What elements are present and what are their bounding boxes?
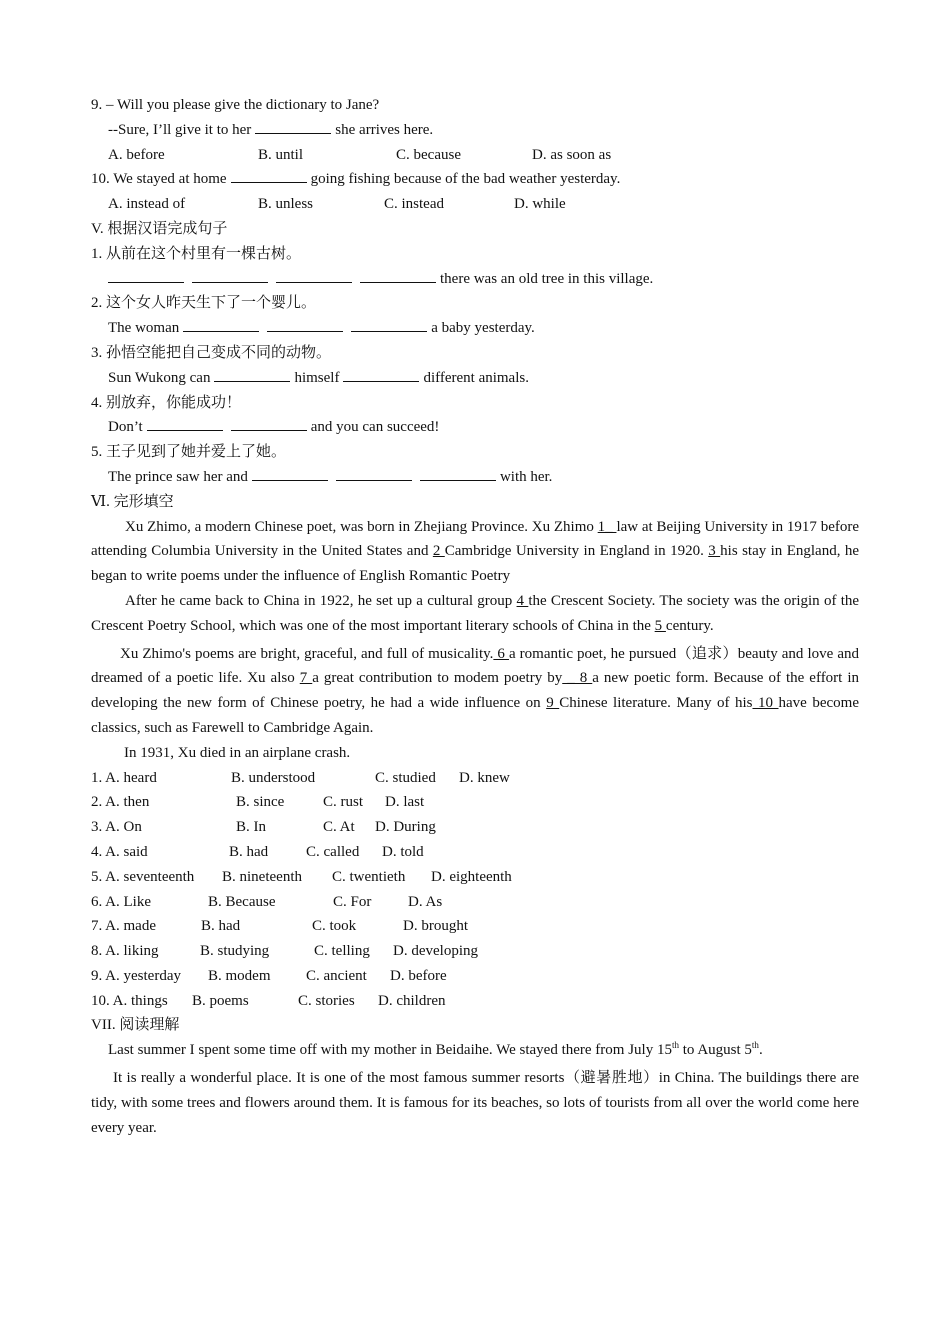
cloze-paragraph-4 xyxy=(91,741,859,766)
option-c: C. At xyxy=(323,819,355,836)
option-b: B. In xyxy=(236,819,266,836)
sec5-item-3-text-c: different animals. xyxy=(423,369,529,386)
answer-blank[interactable] xyxy=(231,416,307,431)
cloze-option-row xyxy=(91,914,859,939)
q9-text-b: she arrives here. xyxy=(335,121,434,138)
option-b: B. unless xyxy=(258,196,314,213)
question-9: 9. – Will you please give the dictionary to Jane? xyxy=(91,97,380,113)
option-a: 5. A. seventeenth xyxy=(91,868,195,885)
reading-p1-text-a: Last summer I spent some time off with my mother in Beidaihe. We stayed there from July 15 xyxy=(108,1042,672,1059)
cloze-blank-6[interactable]: 6 xyxy=(493,645,509,662)
cloze-blank-10[interactable]: 10 xyxy=(752,695,779,712)
answer-blank[interactable] xyxy=(255,119,331,134)
cloze-paragraph-3 xyxy=(91,642,859,741)
option-c: C. telling xyxy=(314,943,370,960)
cloze-option-row xyxy=(91,766,859,791)
sec5-item-1-en xyxy=(91,267,859,292)
option-d: D. last xyxy=(385,794,425,811)
q10-text-b: going fishing because of the bad weather yesterday. xyxy=(310,171,621,188)
sec5-item-4-text-b: and you can succeed! xyxy=(310,419,440,436)
answer-blank[interactable] xyxy=(343,367,419,382)
option-d: D. eighteenth xyxy=(431,868,512,885)
cloze-option-row xyxy=(91,989,859,1014)
cloze-p1-text-d: his stay in England, he began to write poems under the influence of English Romantic Poetry xyxy=(91,543,860,585)
cloze-p2-text-b: the Crescent Society. The society was the origin of the Crescent Poetry School, which was one of the most important literary schools of China in the xyxy=(91,592,860,634)
cloze-p1-text-b: law at Beijing University in 1917 before attending Columbia University in the United States and xyxy=(91,518,860,560)
option-b: B. modem xyxy=(208,967,271,984)
option-a: 7. A. made xyxy=(91,918,156,935)
cloze-blank-9[interactable]: 9 xyxy=(546,695,560,712)
sec5-item-4-cn: 4. 别放弃，你能成功！ xyxy=(91,394,242,411)
question-9-response xyxy=(91,118,859,143)
option-d: D. before xyxy=(390,967,447,984)
option-c: C. stories xyxy=(298,992,355,1009)
option-b: B. had xyxy=(201,918,241,935)
cloze-blank-8[interactable]: _ 8 xyxy=(562,670,593,687)
option-c: C. rust xyxy=(323,794,364,811)
cloze-option-row xyxy=(91,865,859,890)
option-b: B. had xyxy=(229,843,269,860)
answer-blank[interactable] xyxy=(252,466,328,481)
cloze-p3-text-e: Chinese literature. Many of his xyxy=(559,695,753,712)
cloze-p3-text-a: Xu Zhimo's poems are bright, graceful, and full of musicality. xyxy=(120,645,494,662)
reading-p1-text-b: to August 5 xyxy=(678,1042,752,1059)
option-a: 2. A. then xyxy=(91,794,150,811)
sec5-item-1-cn: 1. 从前在这个村里有一棵古树。 xyxy=(91,245,302,262)
option-d: D. knew xyxy=(459,769,510,786)
cloze-p3-text-f: have become classics, such as Farewell to Cambridge Again. xyxy=(91,695,859,736)
option-a: 3. A. On xyxy=(91,819,142,836)
option-a: 1. A. heard xyxy=(91,769,157,786)
option-c: C. studied xyxy=(375,769,436,786)
option-a: 8. A. liking xyxy=(91,943,159,960)
cloze-p2-text-a: After he came back to China in 1922, he set up a cultural group xyxy=(125,592,513,609)
sec5-item-4-en xyxy=(91,415,859,440)
reading-paragraph-1 xyxy=(91,1038,859,1063)
option-b: B. since xyxy=(236,794,285,811)
cloze-p1-text-c: Cambridge University in England in 1920. xyxy=(444,543,704,560)
option-d: D. while xyxy=(514,196,566,213)
q10-text-a: 10. We stayed at home xyxy=(91,171,227,188)
cloze-p2-text-c: century. xyxy=(665,617,714,634)
cloze-option-row xyxy=(91,890,859,915)
cloze-blank-3[interactable]: 3 xyxy=(708,543,721,560)
sec5-item-2-text-a: The woman xyxy=(108,320,180,337)
sec5-item-3-text-a: Sun Wukong can xyxy=(108,369,211,386)
cloze-p3-text-b: a romantic poet, he pursued（追求）beauty and love and dreamed of a poetic life. Xu also xyxy=(91,645,859,687)
cloze-paragraph-1 xyxy=(91,515,859,589)
cloze-p4-text: In 1931, Xu died in an airplane crash. xyxy=(124,744,351,761)
answer-blank[interactable] xyxy=(192,268,268,283)
answer-blank[interactable] xyxy=(420,466,496,481)
sec5-item-5-text-a: The prince saw her and xyxy=(108,468,248,485)
sec5-item-4-text-a: Don’t xyxy=(108,419,143,436)
answer-blank[interactable] xyxy=(336,466,412,481)
answer-blank[interactable] xyxy=(360,268,436,283)
option-a: 4. A. said xyxy=(91,843,148,860)
sec5-item-5-en xyxy=(91,465,859,490)
answer-blank[interactable] xyxy=(351,317,427,332)
sec5-item-2-en xyxy=(91,316,859,341)
option-d: D. As xyxy=(408,893,443,910)
option-c: C. For xyxy=(333,893,372,910)
sec5-item-3-en xyxy=(91,366,859,391)
question-10-options xyxy=(91,192,859,217)
question-9-options xyxy=(91,143,859,168)
answer-blank[interactable] xyxy=(183,317,259,332)
option-b: B. studying xyxy=(200,943,270,960)
cloze-paragraph-2 xyxy=(91,589,859,639)
cloze-option-row xyxy=(91,964,859,989)
answer-blank[interactable] xyxy=(214,367,290,382)
answer-blank[interactable] xyxy=(147,416,223,431)
cloze-option-row xyxy=(91,840,859,865)
cloze-option-row xyxy=(91,815,859,840)
q9-text-a: --Sure, I’ll give it to her xyxy=(108,121,252,138)
sec5-item-3-text-b: himself xyxy=(294,369,340,386)
option-b: B. until xyxy=(258,146,304,163)
section-6-title: Ⅵ. 完形填空 xyxy=(91,493,174,510)
option-c: C. ancient xyxy=(306,967,367,984)
cloze-p3-text-d: a new poetic form. Because of the effort in developing the new form of Chinese poetry, he had a wide influence on xyxy=(91,670,860,712)
reading-p2-text: It is really a wonderful place. It is one of the most famous summer resorts（避暑胜地）in China. The buildings there are tidy, with some trees and flowers around them. It is famous for its beaches, so lots of tourists from all over the world come here every year. xyxy=(91,1070,859,1136)
answer-blank[interactable] xyxy=(267,317,343,332)
option-c: C. instead xyxy=(384,196,444,213)
sec5-item-2-cn: 2. 这个女人昨天生下了一个婴儿。 xyxy=(91,295,317,312)
cloze-blank-5[interactable]: 5 xyxy=(654,617,666,634)
option-b: B. poems xyxy=(192,992,249,1009)
reading-p1-text-c: . xyxy=(758,1042,763,1059)
option-a: A. instead of xyxy=(108,196,186,213)
section-7-title: VII. 阅读理解 xyxy=(91,1017,180,1034)
option-c: C. called xyxy=(306,843,360,860)
cloze-option-row xyxy=(91,790,859,815)
question-10 xyxy=(91,167,859,192)
option-a: A. before xyxy=(108,146,165,163)
option-c: C. took xyxy=(312,918,357,935)
sec5-item-5-cn: 5. 王子见到了她并爱上了她。 xyxy=(91,444,287,461)
option-d: D. brought xyxy=(403,918,468,935)
option-d: D. told xyxy=(382,843,424,860)
option-a: 10. A. things xyxy=(91,992,168,1009)
answer-blank[interactable] xyxy=(231,168,307,183)
option-a: 6. A. Like xyxy=(91,893,151,910)
option-b: B. nineteenth xyxy=(222,868,302,885)
answer-blank[interactable] xyxy=(108,268,184,283)
cloze-p3-text-c: a great contribution to modem poetry by xyxy=(312,670,563,687)
option-d: D. as soon as xyxy=(532,146,612,163)
cloze-blank-2[interactable]: 2 xyxy=(432,543,445,560)
option-c: C. because xyxy=(396,146,461,163)
answer-blank[interactable] xyxy=(276,268,352,283)
sec5-item-2-text-b: a baby yesterday. xyxy=(431,320,535,337)
cloze-blank-1[interactable]: 1_ xyxy=(597,518,617,535)
sec5-item-1-text: there was an old tree in this village. xyxy=(440,270,654,287)
option-b: B. Because xyxy=(208,893,276,910)
cloze-options xyxy=(91,766,859,1014)
option-a: 9. A. yesterday xyxy=(91,967,181,984)
option-b: B. understood xyxy=(231,769,316,786)
option-d: D. During xyxy=(375,819,436,836)
option-c: C. twentieth xyxy=(332,868,406,885)
exam-page xyxy=(91,93,859,1140)
cloze-p1-text-a: Xu Zhimo, a modern Chinese poet, was born in Zhejiang Province. Xu Zhimo xyxy=(125,518,594,535)
sec5-item-3-cn: 3. 孙悟空能把自己变成不同的动物。 xyxy=(91,344,332,361)
cloze-option-row xyxy=(91,939,859,964)
option-d: D. children xyxy=(378,992,446,1009)
reading-paragraph-2 xyxy=(91,1066,859,1140)
superscript: th xyxy=(671,1040,679,1051)
section-5-title: V. 根据汉语完成句子 xyxy=(91,220,228,237)
cloze-blank-4[interactable]: 4 xyxy=(516,592,529,609)
option-d: D. developing xyxy=(393,943,478,960)
cloze-blank-7[interactable]: 7 xyxy=(299,670,313,687)
sec5-item-5-text-b: with her. xyxy=(499,468,553,485)
superscript: th xyxy=(751,1040,759,1051)
